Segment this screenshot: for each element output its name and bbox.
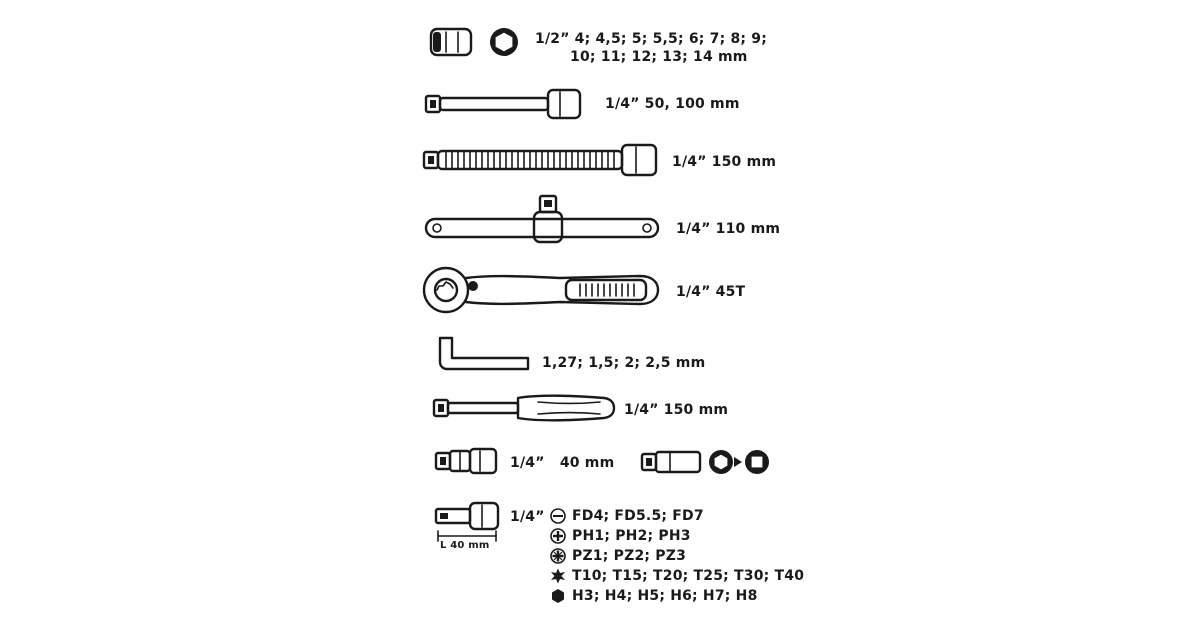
universal-joint-label: 1/4” 40 mm [510,455,615,471]
universal-joint-icon [436,449,496,473]
hex-to-square-icon [709,450,769,474]
t-bar-handle-icon [426,196,658,242]
flat-slot-icon [550,508,566,524]
bit-row-pozidriv [550,548,686,564]
bit-holder-length-label: L 40 mm [440,540,490,551]
hex-icon [550,588,566,604]
spinner-handle-label: 1/4” 150 mm [624,402,729,418]
extension-bar-label: 1/4” 50, 100 mm [605,96,740,112]
hex-key-label: 1,27; 1,5; 2; 2,5 mm [542,355,706,371]
socket-icon [431,29,471,55]
extension-bar-icon [426,90,580,118]
bit-label-flat: FD4; FD5.5; FD7 [572,508,704,524]
bit-row-torx [550,568,804,584]
bit-holder-size-label: 1/4” [510,509,545,525]
spinner-handle-icon [434,396,614,421]
bit-holder-icon [436,503,498,529]
hexagon-socket-end-icon [490,28,518,56]
bit-row-flat [550,508,704,524]
phillips-icon [550,528,566,544]
bit-row-hex [550,588,758,604]
bit-label-pozidriv: PZ1; PZ2; PZ3 [572,548,687,564]
bit-row-phillips [550,528,691,544]
t-bar-handle-label: 1/4” 110 mm [676,221,781,237]
pozidriv-icon [550,548,566,564]
bit-label-phillips: PH1; PH2; PH3 [572,528,691,544]
hex-key-icon [440,338,528,369]
bit-label-torx: T10; T15; T20; T25; T30; T40 [572,568,805,584]
flexible-extension-label: 1/4” 150 mm [672,154,777,170]
socket-sizes-label-line2: 10; 11; 12; 13; 14 mm [570,49,748,65]
socket-sizes-label-line1: 1/2” 4; 4,5; 5; 5,5; 6; 7; 8; 9; [535,31,768,47]
bit-label-hex: H3; H4; H5; H6; H7; H8 [572,588,758,604]
ratchet-icon [424,268,658,312]
socket-adapter-icon [642,452,700,472]
ratchet-label: 1/4” 45T [676,284,746,300]
torx-icon [550,568,566,584]
flexible-extension-icon [424,145,656,175]
